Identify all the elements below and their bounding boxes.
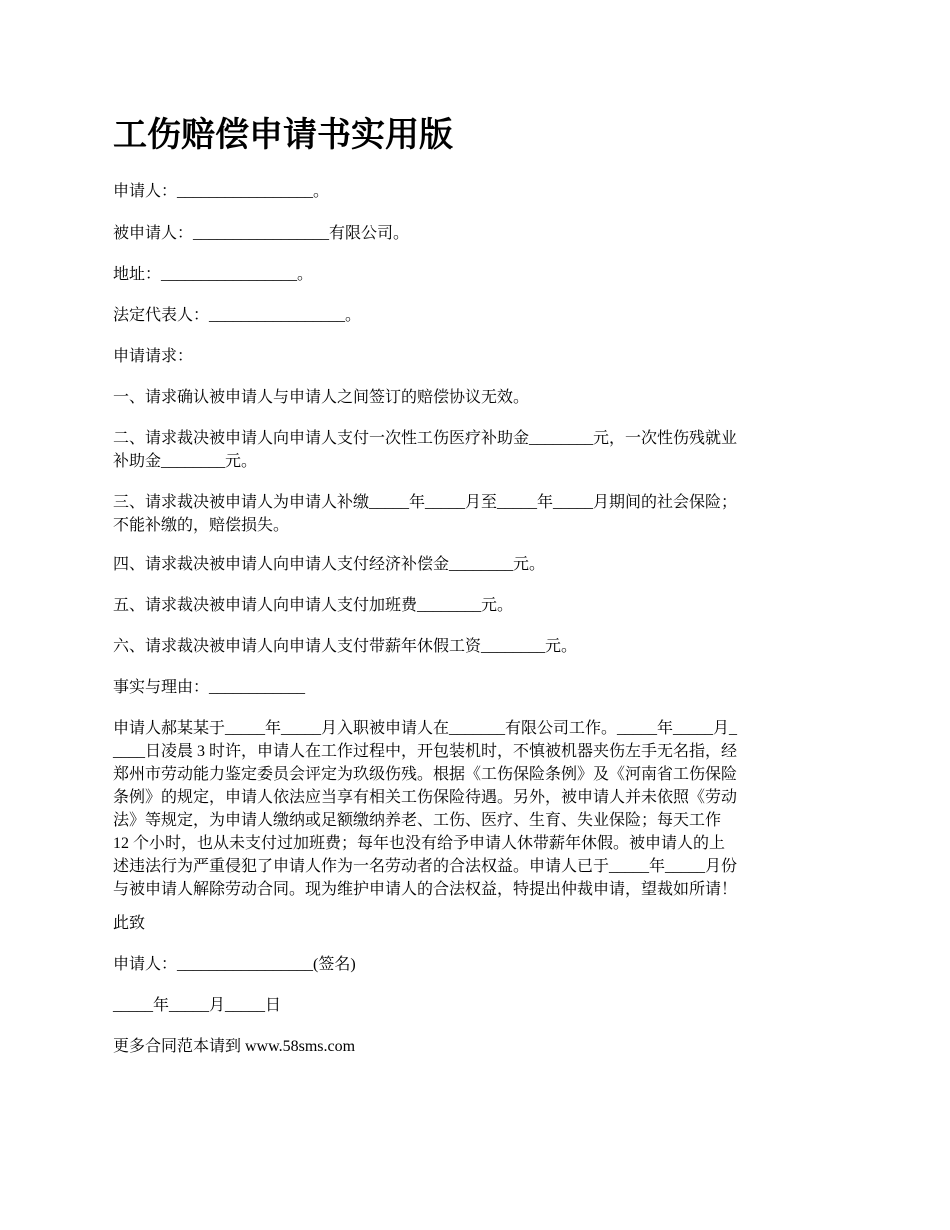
claim-3-line-2: 不能补缴的，赔偿损失。 — [113, 517, 290, 534]
facts-line-3: 郑州市劳动能力鉴定委员会评定为玖级伤残。根据《工伤保险条例》及《河南省工伤保险 — [113, 766, 738, 783]
signature-line: 申请人：_________________(签名) — [113, 956, 356, 973]
document-title: 工伤赔偿申请书实用版 — [113, 115, 453, 155]
facts-line-5: 法》等规定，为申请人缴纳或足额缴纳养老、工伤、医疗、生育、失业保险；每天工作 — [113, 812, 722, 829]
respondent-line: 被申请人：_________________有限公司。 — [113, 225, 410, 242]
facts-line-8: 与被申请人解除劳动合同。现为维护申请人的合法权益，特提出仲裁申请，望裁如所请！ — [113, 881, 738, 898]
claim-2-line-2: 补助金________元。 — [113, 453, 258, 470]
legal-representative-line: 法定代表人：_________________。 — [113, 307, 362, 324]
claim-2-line-1: 二、请求裁决被申请人向申请人支付一次性工伤医疗补助金________元，一次性伤残就业 — [113, 430, 738, 447]
salutation: 此致 — [113, 915, 146, 932]
applicant-line: 申请人：_________________。 — [113, 183, 330, 200]
facts-line-2: ____日凌晨 3 时许，申请人在工作过程中，开包装机时，不慎被机器夹伤左手无名指，经 — [113, 743, 738, 760]
facts-line-1: 申请人郝某某于_____年_____月入职被申请人在_______有限公司工作。_____年_____月_ — [113, 720, 738, 737]
address-line: 地址：_________________。 — [113, 266, 314, 283]
more-templates-link[interactable]: 更多合同范本请到 www.58sms.com — [113, 1038, 356, 1055]
claim-1: 一、请求确认被申请人与申请人之间签订的赔偿协议无效。 — [113, 389, 530, 406]
facts-line-7: 述违法行为严重侵犯了申请人作为一名劳动者的合法权益。申请人已于_____年_____月份 — [113, 858, 738, 875]
facts-line-6: 12 个小时，也从未支付过加班费；每年也没有给予申请人休带薪年休假。被申请人的上 — [113, 835, 726, 852]
claim-6: 六、请求裁决被申请人向申请人支付带薪年休假工资________元。 — [113, 638, 578, 655]
date-line: _____年_____月_____日 — [113, 997, 282, 1014]
claim-5: 五、请求裁决被申请人向申请人支付加班费________元。 — [113, 597, 514, 614]
claims-heading: 申请请求： — [113, 348, 194, 365]
facts-heading: 事实与理由：____________ — [113, 679, 306, 696]
facts-line-4: 条例》的规定，申请人依法应当享有相关工伤保险待遇。另外，被申请人并未依照《劳动 — [113, 789, 738, 806]
claim-3-line-1: 三、请求裁决被申请人为申请人补缴_____年_____月至_____年_____月期间的社会保险； — [113, 494, 738, 511]
claim-4: 四、请求裁决被申请人向申请人支付经济补偿金________元。 — [113, 556, 546, 573]
